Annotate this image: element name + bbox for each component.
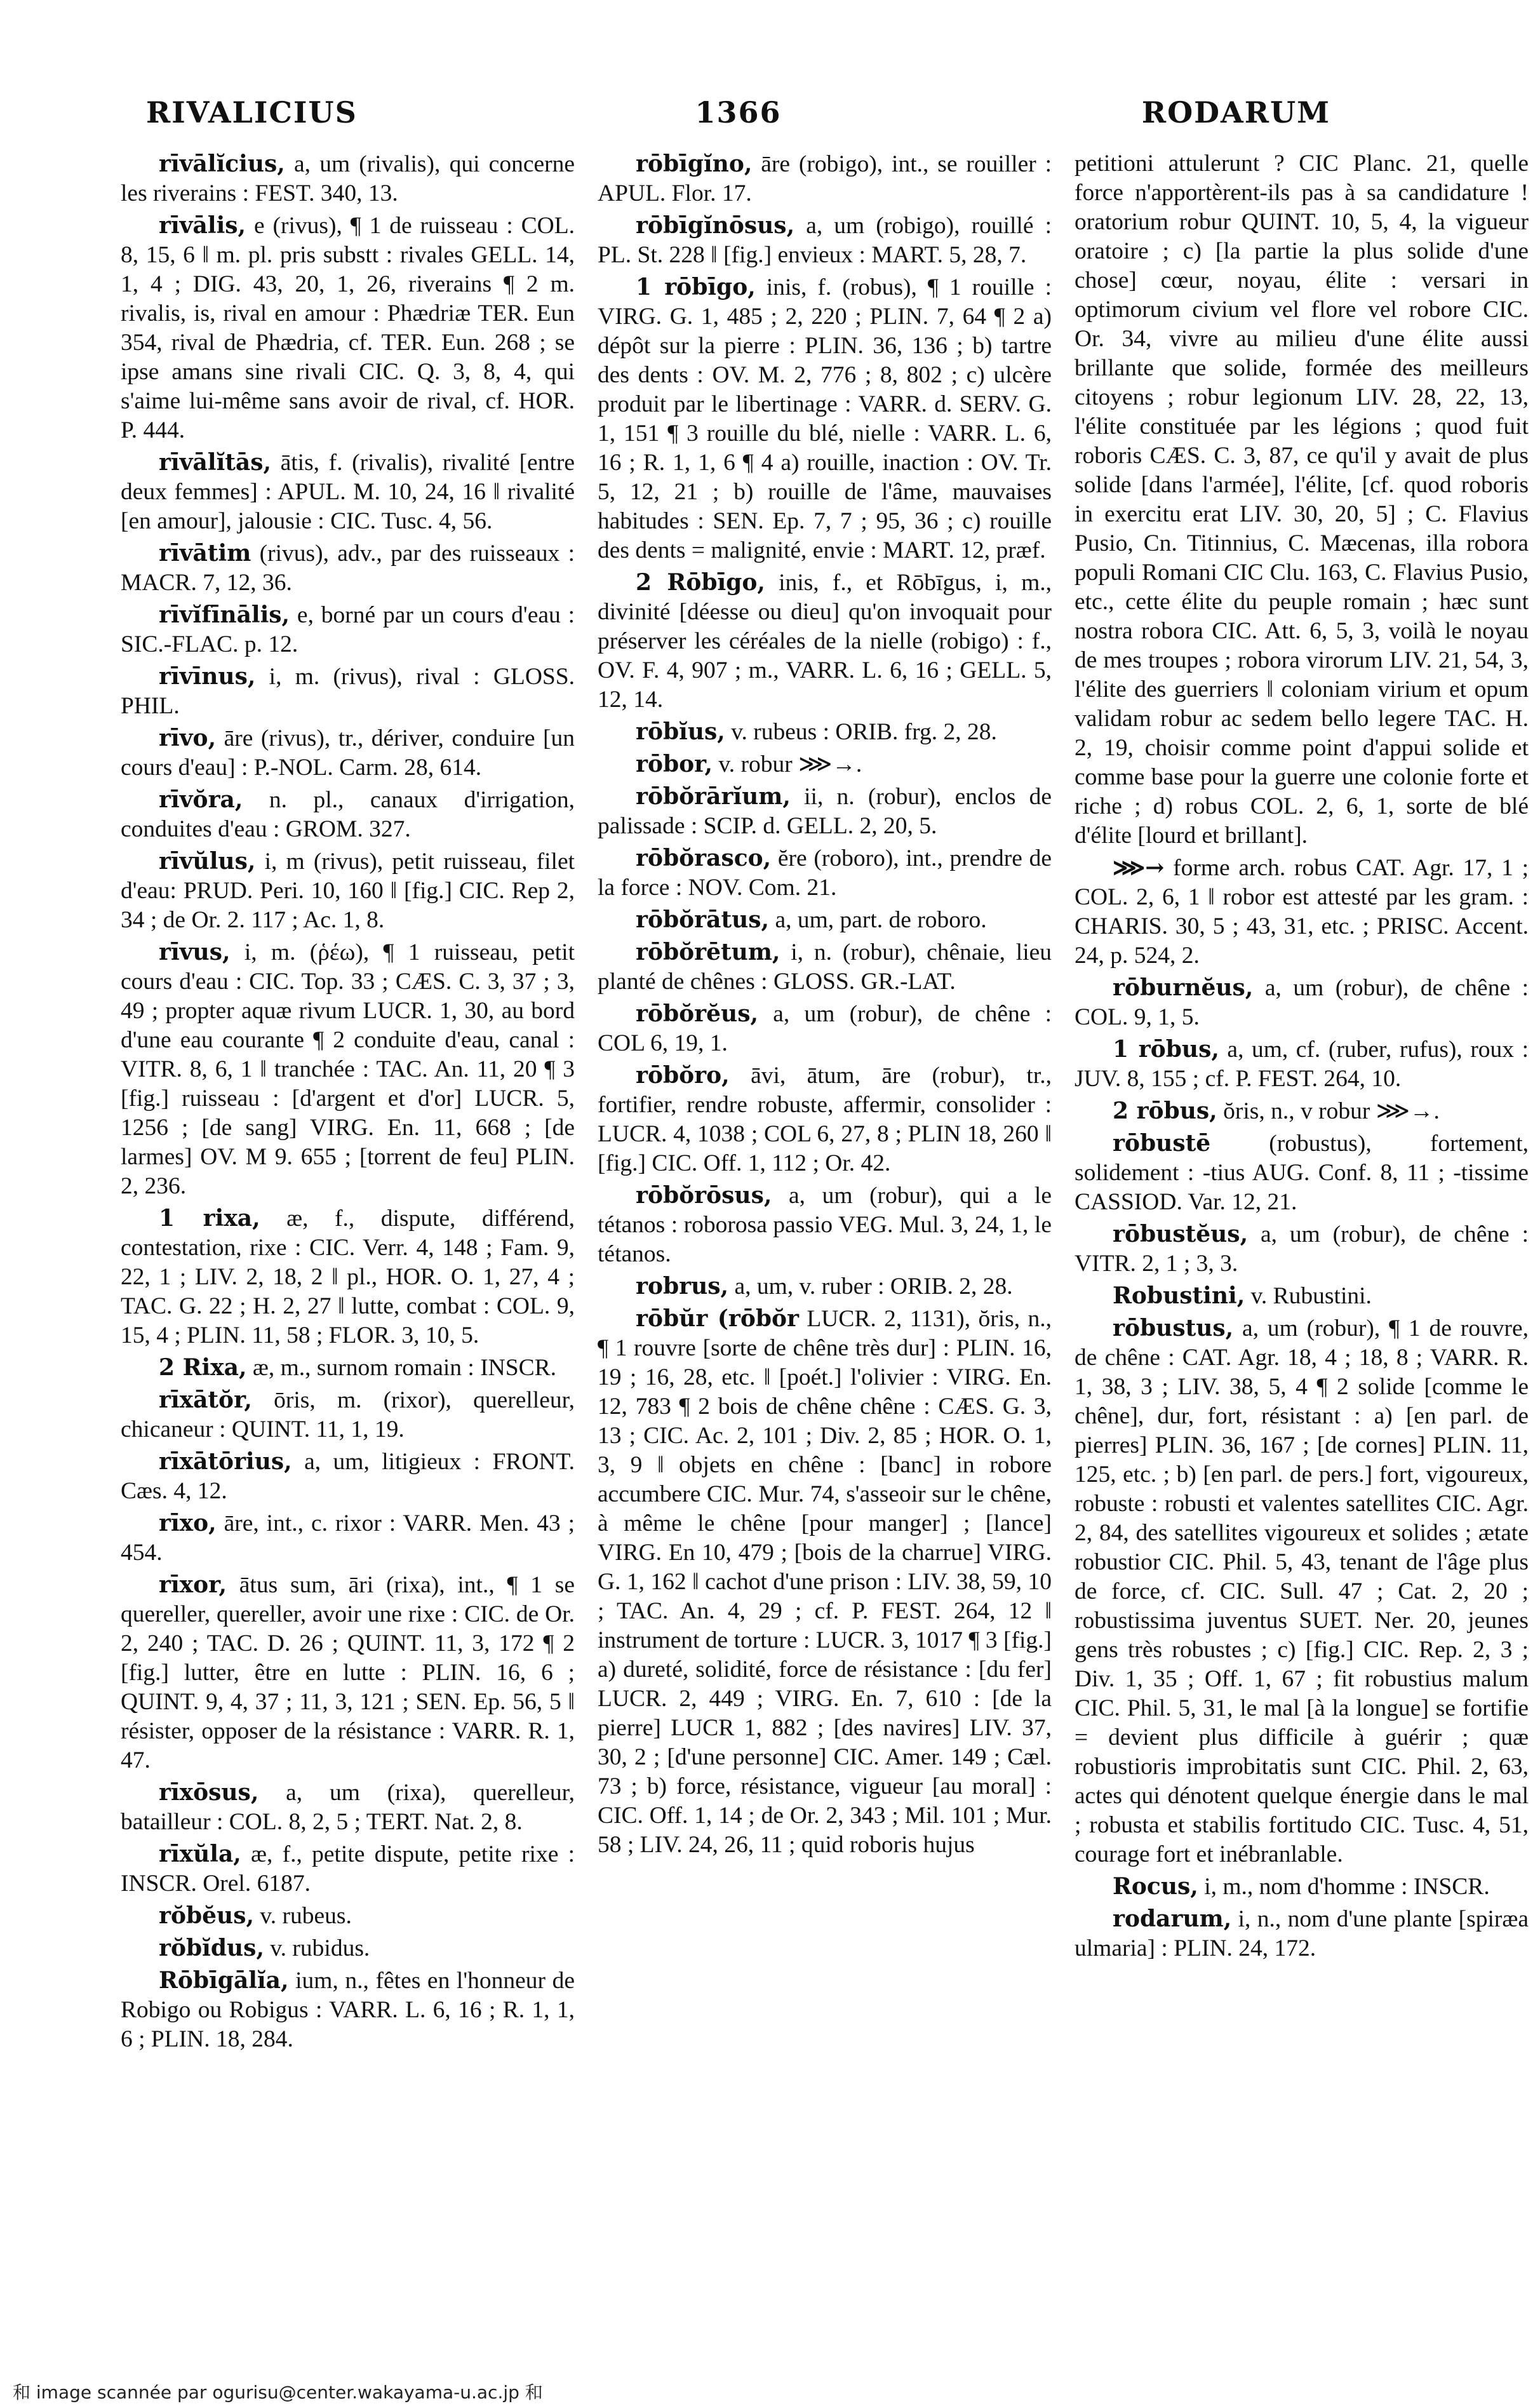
entry-headword: robrus, (636, 1273, 729, 1300)
dictionary-entry (121, 785, 575, 844)
entry-headword: rōbŏrōsus, (636, 1182, 772, 1209)
entry-definition: a, um (robur), de chêne : VITR. 2, 1 ; 3, 3. (1075, 1221, 1529, 1277)
dictionary-entry (598, 1061, 1052, 1178)
entry-definition: a, um, cf. (ruber, rufus), roux : JUV. 8, 155 ; cf. P. FEST. 264, 10. (1075, 1037, 1529, 1092)
entry-definition: ii, n. (robur), enclos de palissade : SCIP. d. GELL. 2, 20, 5. (598, 784, 1052, 839)
entry-definition: æ, m., surnom romain : INSCR. (252, 1355, 557, 1381)
dictionary-entry (598, 843, 1052, 903)
entry-definition: i, m., nom d'homme : INSCR. (1204, 1874, 1490, 1900)
entry-definition: i, m. (ῥέω), ¶ 1 ruisseau, petit cours d'eau : CIC. Top. 33 ; CÆS. C. 3, 37 ; 3, 49 ; propter aquæ rivum LUCR. 1, 30, au bord d'une eau courante ¶ 2 conduite d'eau, canal : VITR. 8, 6, 1 ‖ tranchée : TAC. An. 11, 20 ¶ 3 [fig.] ruisseau : [d'argent et d'or] LUCR. 5, 1256 ; [de sang] VIRG. En. 11, 668 ; [de larmes] OV. M 9. 655 ; [torrent de feu] PLIN. 2, 236. (121, 939, 575, 1199)
dictionary-entry (121, 1839, 575, 1899)
dictionary-entry (598, 568, 1052, 715)
entry-definition: æ, f., petite dispute, petite rixe : INSCR. Orel. 6187. (121, 1841, 575, 1897)
dictionary-entry (1075, 973, 1529, 1032)
dictionary-entry (1075, 1220, 1529, 1279)
entry-headword: rōbŭr (rōbŏr (636, 1305, 799, 1332)
entry-definition: ātis, f. (rivalis), rivalité [entre deux femmes] : APUL. M. 10, 24, 16 ‖ rivalité [en amour], jalousie : CIC. Tusc. 4, 56. (121, 450, 575, 534)
entry-headword: ⋙→ (1113, 854, 1165, 881)
dictionary-entry (121, 1966, 575, 2054)
entry-definition: v. rubeus : ORIB. frg. 2, 28. (731, 719, 997, 745)
entry-definition: v. robur ⋙→. (718, 751, 862, 777)
entry-definition: a, um, v. ruber : ORIB. 2, 28. (734, 1274, 1013, 1300)
entry-headword: rōbīgĭno, (636, 151, 753, 177)
entry-headword: rīvātim (159, 540, 251, 567)
entry-headword: rīvīnus, (159, 663, 256, 690)
dictionary-entry (598, 149, 1052, 208)
entry-definition: LUCR. 2, 1131), ŏris, n., ¶ 1 rouvre [sorte de chêne très dur] : PLIN. 16, 19 ; 16, 28, etc. ‖ [poét.] l'olivier : VIRG. En. 12, 783 ¶ 2 bois de chêne chêne : CÆS. G. 3, 13 ; CIC. Ac. 2, 101 ; Div. 2, 85 ; HOR. O. 1, 3, 9 ‖ objets en chêne : [banc] in robore accumbere CIC. Mur. 74, s'asseoir sur le chêne, à même le chêne [pour manger] ; [lance] VIRG. En 10, 479 ; [bois de la charrue] VIRG. G. 1, 162 ‖ cachot d'une prison : LIV. 38, 59, 10 ; TAC. An. 4, 29 ; cf. P. FEST. 264, 12 ‖ instrument de torture : LUCR. 3, 1017 ¶ 3 [fig.] a) dureté, solidité, force de résistance : [du fer] LUCR. 2, 449 ; VIRG. En. 7, 610 : [de la pierre] LUCR 1, 882 ; [des navires] LIV. 37, 30, 2 ; [d'une personne] CIC. Amer. 149 ; Cæl. 73 ; b) force, résistance, vigueur [au moral] : CIC. Off. 1, 14 ; de Or. 2, 343 ; Mil. 101 ; Mur. 58 ; LIV. 24, 26, 11 ; quid roboris hujus (598, 1306, 1052, 1858)
entry-headword: rīxātŏr, (159, 1387, 252, 1413)
entry-definition: ŏris, n., v robur ⋙→. (1223, 1098, 1440, 1124)
entry-definition: a, um (rivalis), qui concerne les riverains : FEST. 340, 13. (121, 151, 575, 206)
dictionary-entry (121, 662, 575, 721)
entry-headword: rīxātōrius, (159, 1448, 292, 1475)
dictionary-entry (1075, 1872, 1529, 1902)
dictionary-entry (121, 1353, 575, 1383)
entry-definition: v. rubidus. (270, 1935, 370, 1961)
entry-definition: v. rubeus. (260, 1903, 352, 1929)
entry-headword: rōbŏrātus, (636, 906, 770, 933)
entry-headword: rŏbĕus, (159, 1902, 255, 1929)
entry-definition: v. Rubustini. (1250, 1283, 1372, 1309)
column-2 (598, 149, 1052, 2334)
dictionary-entry (121, 1901, 575, 1931)
entry-definition: e (rivus), ¶ 1 de ruisseau : COL. 8, 15, 6 ‖ m. pl. pris substt : rivales GELL. 14, 1, 4 ; DIG. 43, 20, 1, 26, riverains ¶ 2 m. rivalis, is, rival en amour : Phædriæ TER. Eun 354, rival de Phædria, cf. TER. Eun. 268 ; se ipse amans sine rivali CIC. Q. 3, 8, 4, qui s'aime lui-même sans avoir de rival, cf. HOR. P. 444. (121, 213, 575, 443)
entry-definition: forme arch. robus CAT. Agr. 17, 1 ; COL. 2, 6, 1 ‖ robor est attesté par les gram. : CHARIS. 30, 5 ; 43, 31, etc. ; PRISC. Accent. 24, p. 524, 2. (1075, 855, 1529, 969)
scan-credit: 和 image scannée par ogurisu@center.wakayama-u.ac.jp 和 (13, 2382, 543, 2403)
entry-definition: ium, n., fêtes en l'honneur de Robigo ou Robigus : VARR. L. 6, 16 ; R. 1, 1, 6 ; PLIN. 18, 284. (121, 1968, 575, 2052)
dictionary-entry (1075, 1129, 1529, 1217)
entry-headword: rīxo, (159, 1510, 217, 1536)
entry-definition: āvi, ātum, āre (robur), tr., fortifier, rendre robuste, affermir, consolider : LUCR. 4, 1038 ; COL 6, 27, 8 ; PLIN 18, 260 ‖ [fig.] CIC. Off. 1, 112 ; Or. 42. (598, 1063, 1052, 1176)
entry-definition: inis, f. (robus), ¶ 1 rouille : VIRG. G. 1, 485 ; 2, 220 ; PLIN. 7, 64 ¶ 2 a) dépôt sur la pierre : PLIN. 36, 136 ; b) tartre des dents : OV. M. 2, 776 ; 8, 802 ; c) ulcère produit par le libertinage : VARR. d. SERV. G. 1, 151 ¶ 3 rouille du blé, nielle : VARR. L. 6, 16 ; R. 1, 1, 6 ¶ 4 a) rouille, inaction : OV. Tr. 5, 12, 21 ; b) rouille de l'âme, mauvaises habitudes : SEN. Ep. 7, 7 ; 95, 36 ; c) rouille des dents = malignité, envie : MART. 12, præf. (598, 274, 1052, 563)
entry-definition: petitioni attulerunt ? CIC Planc. 21, quelle force n'apportèrent-ils pas à sa candidature ! oratorium robur QUINT. 10, 5, 4, la vigueur oratoire ; c) [la partie la plus solide d'une chose] cœur, noyau, élite : versari in optimorum civium vel flore vel robore CIC. Or. 34, vivre au milieu d'une élite aussi brillante que solide, formée des meilleurs citoyens ; robur legionum LIV. 28, 22, 13, l'élite constituée par les légions ; quod fuit roboris CÆS. C. 3, 87, ce qu'il y avait de plus solide [dans l'armée], l'élite, [cf. quod roboris in exercitu erat LIV. 30, 20, 5] ; C. Flavius Pusio, Cn. Titinnius, C. Mæcenas, illa robora populi Romani CIC Clu. 163, C. Flavius Pusio, etc., cette élite du peuple romain ; hæc sunt nostra robora CIC. Att. 6, 5, 3, voilà le noyau de mes troupes ; robora virorum LIV. 21, 54, 3, l'élite des guerriers ‖ coloniam virium et opum validam robur ac sedem bello legere TAC. H. 2, 19, choisir comme point d'appui solide et comme base pour la guerre une colonie forte et riche ; d) robus COL. 2, 6, 1, sorte de blé d'élite [lourd et brillant]. (1075, 151, 1529, 849)
entry-headword: rīvŭlus, (159, 848, 256, 875)
entry-definition: a, um (robur), de chêne : COL. 9, 1, 5. (1075, 975, 1529, 1030)
entry-headword: rīxor, (159, 1571, 227, 1598)
entry-definition: ātus sum, āri (rixa), int., ¶ 1 se quereller, quereller, avoir une rixe : CIC. de Or. 2, 240 ; TAC. D. 26 ; QUINT. 11, 3, 172 ¶ 2 [fig.] lutter, être en lutte : PLIN. 16, 6 ; QUINT. 9, 4, 37 ; 11, 3, 121 ; SEN. Ep. 56, 5 ‖ résister, opposer de la résistance : VARR. R. 1, 47. (121, 1572, 575, 1773)
dictionary-entry (598, 749, 1052, 779)
dictionary-entry (598, 782, 1052, 841)
entry-headword: Rocus, (1113, 1873, 1198, 1900)
entry-headword: rīxōsus, (159, 1779, 259, 1806)
dictionary-entry (598, 272, 1052, 565)
entry-definition: a, um, litigieux : FRONT. Cæs. 4, 12. (121, 1449, 575, 1504)
entry-headword: rōbustus, (1113, 1315, 1234, 1341)
entry-headword: 1 rōbīgo, (636, 274, 756, 300)
entry-headword: rōbustĕus, (1113, 1221, 1249, 1247)
entry-headword: rīvŏra, (159, 786, 243, 813)
entry-headword: rōbŏrētum, (636, 939, 780, 965)
dictionary-entry (121, 1447, 575, 1506)
entry-headword: rīvālĭcius, (159, 151, 285, 177)
entry-definition: a, um (rixa), querelleur, batailleur : COL. 8, 2, 5 ; TERT. Nat. 2, 8. (121, 1780, 575, 1835)
entry-headword: rōbŏrĕus, (636, 1000, 759, 1027)
entry-definition: ōris, m. (rixor), querelleur, chicaneur : QUINT. 11, 1, 19. (121, 1387, 575, 1442)
dictionary-entry (598, 211, 1052, 270)
column-3 (1075, 149, 1529, 2334)
entry-headword: rōburnĕus, (1113, 974, 1254, 1001)
dictionary-entry (121, 847, 575, 935)
entry-definition: (rivus), adv., par des ruisseaux : MACR. 7, 12, 36. (121, 541, 575, 596)
entry-definition: i, m (rivus), petit ruisseau, filet d'eau: PRUD. Peri. 10, 160 ‖ [fig.] CIC. Rep 2, 34 ; de Or. 2. 117 ; Ac. 1, 8. (121, 849, 575, 933)
entry-definition: e, borné par un cours d'eau : SIC.-FLAC. p. 12. (121, 602, 575, 657)
entry-definition: āre (rivus), tr., dériver, conduire [un cours d'eau] : P.-NOL. Carm. 28, 614. (121, 725, 575, 781)
entry-definition: inis, f., et Rōbīgus, i, m., divinité [déesse ou dieu] qu'on invoquait pour préserver les céréales de la nielle (robigo) : f., OV. F. 4, 907 ; m., VARR. L. 6, 16 ; GELL. 5, 12, 14. (598, 570, 1052, 713)
entry-headword: rīvus, (159, 939, 231, 965)
dictionary-entry (1075, 1035, 1529, 1094)
dictionary-entry (1075, 1904, 1529, 1963)
entry-headword: rōbīgĭnōsus, (636, 212, 795, 239)
entry-definition: ĕre (roboro), int., prendre de la force : NOV. Com. 21. (598, 845, 1052, 901)
entry-headword: rōbŏrasco, (636, 845, 772, 871)
entry-headword: rīvĭfīnālis, (159, 602, 290, 628)
entry-headword: rōbŏro, (636, 1062, 730, 1089)
entry-headword: Robustini, (1113, 1282, 1245, 1309)
dictionary-entry (1075, 1314, 1529, 1869)
column-1 (121, 149, 575, 2334)
entry-headword: Rōbīgālĭa, (159, 1967, 289, 1994)
entry-definition: (robustus), fortement, solidement : -tius AUG. Conf. 8, 11 ; -tissime CASSIOD. Var. 12, 21. (1075, 1131, 1529, 1215)
entry-headword: rīxŭla, (159, 1841, 241, 1867)
entry-definition: æ, f., dispute, différend, contestation, rixe : CIC. Verr. 4, 148 ; Fam. 9, 22, 1 ; LIV. 2, 18, 2 ‖ pl., HOR. O. 1, 27, 4 ; TAC. G. 22 ; H. 2, 27 ‖ lutte, combat : COL. 9, 15, 4 ; PLIN. 11, 58 ; FLOR. 3, 10, 5. (121, 1206, 575, 1348)
dictionary-entry (121, 448, 575, 536)
dictionary-entry (121, 1509, 575, 1568)
dictionary-entry (1075, 1096, 1529, 1126)
dictionary-entry (121, 600, 575, 659)
entry-headword: rodarum, (1113, 1905, 1232, 1932)
header-right-guideword: RODARUM (1141, 95, 1330, 130)
page-header (146, 95, 1330, 140)
entry-headword: rōbŏrārĭum, (636, 783, 791, 810)
page-number: 1366 (695, 95, 782, 130)
entry-definition: āre, int., c. rixor : VARR. Men. 43 ; 454. (121, 1510, 575, 1566)
dictionary-entry (121, 1204, 575, 1350)
entry-definition: āre (robigo), int., se rouiller : APUL. Flor. 17. (598, 151, 1052, 206)
entry-definition: a, um (robur), qui a le tétanos : roborosa passio VEG. Mul. 3, 24, 1, le tétanos. (598, 1183, 1052, 1267)
entry-headword: rīvālis, (159, 212, 246, 239)
dictionary-entry (598, 1304, 1052, 1860)
dictionary-entry (598, 905, 1052, 935)
header-left-guideword: RIVALICIUS (146, 95, 358, 130)
entry-headword: 1 rixa, (159, 1205, 260, 1232)
entry-definition: a, um (robur), ¶ 1 de rouvre, de chêne : CAT. Agr. 18, 4 ; 18, 8 ; VARR. R. 1, 38, 3 ; LIV. 38, 5, 4 ¶ 2 solide [comme le chêne], dur, fort, résistant : a) [en parl. de pierres] PLIN. 36, 167 ; [de cornes] PLIN. 11, 125, etc. ; b) [en parl. de pers.] fort, vigoureux, robuste : robusti et valentes satellites CIC. Agr. 2, 84, des satellites vigoureux et solides ; ætate robustior CIC. Phil. 5, 43, tenant de l'âge plus de force, cf. CIC. Sull. 47 ; Cat. 2, 20 ; robustissima juventus SUET. Ner. 20, jeunes gens très robustes ; c) [fig.] CIC. Rep. 2, 3 ; Div. 1, 35 ; Off. 1, 67 ; fit robustius malum CIC. Phil. 5, 31, le mal [à la longue] se fortifie = devient plus difficile à guérir ; quæ robustioris improbitatis sunt CIC. Phil. 2, 63, actes qui dénotent quelque énergie dans le mal ; robusta et stabilis fortitudo CIC. Tusc. 4, 51, courage fort et inébranlable. (1075, 1315, 1529, 1867)
entry-definition: a, um (robur), de chêne : COL 6, 19, 1. (598, 1001, 1052, 1056)
dictionary-entry (121, 1778, 575, 1837)
dictionary-entry (1075, 853, 1529, 971)
entry-headword: 2 Rixa, (159, 1354, 247, 1381)
text-columns (121, 149, 1530, 2334)
entry-headword: rīvālĭtās, (159, 449, 271, 476)
dictionary-entry (1075, 149, 1529, 850)
entry-definition: n. pl., canaux d'irrigation, conduites d'eau : GROM. 327. (121, 787, 575, 842)
entry-definition: i, n., nom d'une plante [spiræa ulmaria] : PLIN. 24, 172. (1075, 1906, 1529, 1961)
entry-headword: 1 rōbus, (1113, 1036, 1219, 1063)
entry-definition: a, um, part. de roboro. (775, 907, 987, 933)
entry-definition: i, m. (rivus), rival : GLOSS. PHIL. (121, 664, 575, 719)
entry-headword: rŏbĭdus, (159, 1935, 264, 1961)
dictionary-entry (121, 1933, 575, 1963)
dictionary-entry (121, 211, 575, 445)
dictionary-entry (121, 938, 575, 1201)
entry-headword: rōbĭus, (636, 718, 725, 745)
dictionary-entry (598, 1181, 1052, 1269)
entry-headword: rōbustē (1113, 1130, 1211, 1157)
entry-definition: i, n. (robur), chênaie, lieu planté de chênes : GLOSS. GR.-LAT. (598, 939, 1052, 995)
entry-headword: 2 Rōbīgo, (636, 569, 765, 596)
dictionary-entry (121, 723, 575, 783)
dictionary-entry (121, 1570, 575, 1775)
dictionary-entry (598, 999, 1052, 1058)
entry-headword: 2 rōbus, (1113, 1098, 1217, 1124)
dictionary-entry (598, 717, 1052, 747)
entry-headword: rīvo, (159, 725, 217, 751)
dictionary-entry (598, 938, 1052, 997)
entry-headword: rōbor, (636, 751, 713, 777)
dictionary-entry (121, 1385, 575, 1444)
dictionary-entry (121, 539, 575, 598)
dictionary-entry (1075, 1281, 1529, 1311)
dictionary-entry (121, 149, 575, 208)
entry-definition: a, um (robigo), rouillé : PL. St. 228 ‖ [fig.] envieux : MART. 5, 28, 7. (598, 213, 1052, 268)
dictionary-entry (598, 1272, 1052, 1301)
